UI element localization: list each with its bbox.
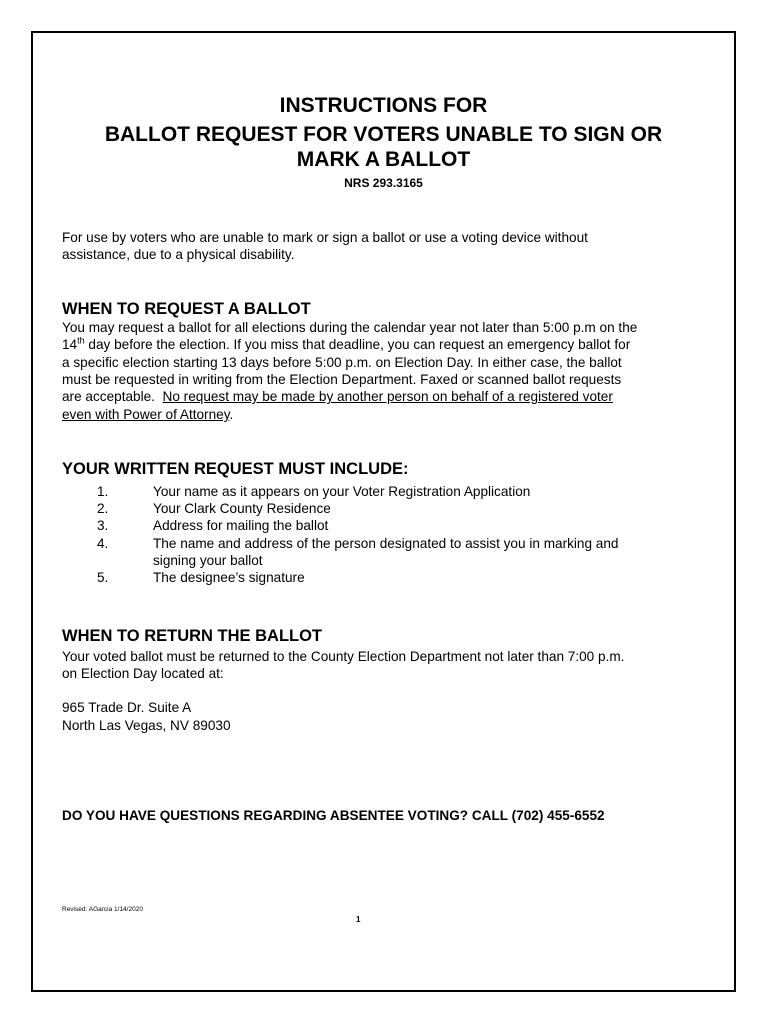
list-item-text: Address for mailing the ballot: [153, 518, 329, 534]
questions-phone-line: DO YOU HAVE QUESTIONS REGARDING ABSENTEE VOTING? CALL (702) 455-6552: [62, 808, 605, 823]
list-item: [62, 517, 619, 534]
power-of-attorney-notice-1: No request may be made by another person on behalf of a registered voter: [162, 389, 613, 404]
intro-line-1: For use by voters who are unable to mark or sign a ballot or use a voting device without: [62, 230, 588, 245]
list-item-text: signing your ballot: [153, 552, 263, 568]
list-item: [62, 483, 619, 500]
list-item: [62, 500, 619, 517]
request-line-4: must be requested in writing from the Election Department. Faxed or scanned ballot requests: [62, 372, 622, 387]
superscript-th: th: [77, 335, 85, 346]
page-number: 1: [356, 915, 361, 924]
title-line-2: BALLOT REQUEST FOR VOTERS UNABLE TO SIGN OR: [104, 123, 663, 146]
intro-line-2: assistance, due to a physical disability.: [62, 247, 295, 262]
statute-reference: NRS 293.3165: [344, 176, 423, 190]
list-item-number: 2.: [97, 501, 109, 517]
list-item-number: 3.: [97, 518, 109, 534]
request-line-5: [62, 388, 613, 405]
list-item-text: Your name as it appears on your Voter Registration Application: [153, 484, 531, 499]
list-item-number: 1.: [97, 484, 109, 499]
request-line-1: You may request a ballot for all elections during the calendar year not later than 5:00 p.m on the: [62, 320, 638, 335]
requirements-list: [62, 483, 619, 586]
return-line-1: Your voted ballot must be returned to the County Election Department not later than 7:00 p.m.: [62, 649, 625, 664]
title-line-3: MARK A BALLOT: [296, 148, 471, 171]
list-item-number: 5.: [97, 570, 109, 586]
heading-when-to-request: WHEN TO REQUEST A BALLOT: [62, 300, 311, 318]
heading-when-to-return: WHEN TO RETURN THE BALLOT: [62, 627, 323, 645]
power-of-attorney-notice-2: even with Power of Attorney: [62, 407, 230, 422]
request-line-2-num: 14: [62, 337, 78, 352]
address-line-2: North Las Vegas, NV 89030: [62, 718, 231, 733]
title-line-1: INSTRUCTIONS FOR: [279, 94, 488, 117]
return-line-2: on Election Day located at:: [62, 666, 224, 681]
address-line-1: 965 Trade Dr. Suite A: [62, 700, 192, 715]
request-line-6: [62, 406, 233, 423]
request-line-6-period: .: [229, 407, 234, 422]
request-line-5-text: are acceptable.: [62, 389, 163, 404]
request-line-3: a specific election starting 13 days before 5:00 p.m. on Election Day. In either case, the ballot: [62, 355, 622, 370]
list-item: [62, 535, 619, 552]
request-line-2: [62, 336, 630, 353]
revised-note: Revised: AGarcia 1/14/2020: [62, 906, 143, 913]
list-item-number: 4.: [97, 535, 109, 551]
list-item: [62, 552, 619, 569]
list-item: [62, 569, 619, 586]
request-line-2-text: day before the election. If you miss that deadline, you can request an emergency ballot for: [84, 337, 631, 352]
list-item-text: Your Clark County Residence: [153, 501, 331, 517]
list-item-text: The name and address of the person designated to assist you in marking and: [153, 535, 619, 551]
list-item-text: The designee’s signature: [153, 570, 305, 586]
heading-request-must-include: YOUR WRITTEN REQUEST MUST INCLUDE:: [62, 460, 409, 478]
